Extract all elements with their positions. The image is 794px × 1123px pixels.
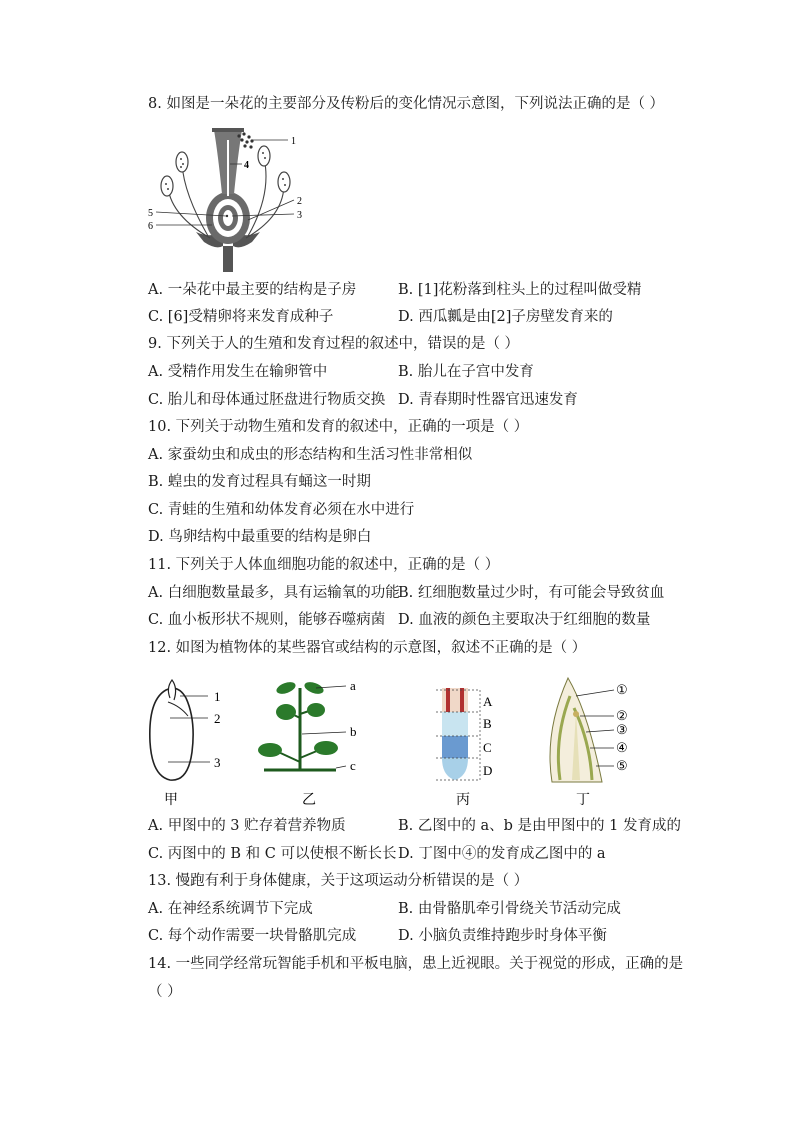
flower-diagram [148, 124, 318, 274]
root-label-A: A [483, 694, 493, 709]
seedling-label-a: a [350, 678, 356, 693]
seed-label-1: 1 [214, 689, 221, 704]
seedling-label-b: b [350, 724, 357, 739]
root-label-B: B [483, 716, 492, 731]
seed-label-2: 2 [214, 711, 221, 726]
flower-label-3: 3 [297, 210, 302, 221]
q10-option-a: A. 家蚕幼虫和成虫的形态结构和生活习性非常相似 [148, 447, 473, 463]
figure-jia-seed [150, 680, 221, 780]
q8-stem: 8. 如图是一朵花的主要部分及传粉后的变化情况示意图，下列说法正确的是（ ） [148, 96, 665, 112]
q9-option-a: A. 受精作用发生在输卵管中 [148, 364, 328, 380]
q14-stem-blank: （ ） [148, 984, 182, 1000]
flower-label-1: 1 [291, 136, 296, 147]
q8-option-b: B. [1]花粉落到柱头上的过程叫做受精 [398, 282, 642, 298]
q13-option-c: C. 每个动作需要一块骨骼肌完成 [148, 928, 357, 944]
q14-stem: 14. 一些同学经常玩智能手机和平板电脑，患上近视眼。关于视觉的形成，正确的是 [148, 956, 684, 972]
root-label-D: D [483, 763, 493, 778]
q12-stem: 12. 如图为植物体的某些器官或结构的示意图，叙述不正确的是（ ） [148, 640, 587, 656]
caption-yi: 乙 [302, 793, 316, 808]
q9-stem: 9. 下列关于人的生殖和发育过程的叙述中，错误的是（ ） [148, 336, 520, 352]
q13-option-d: D. 小脑负责维持跑步时身体平衡 [398, 928, 607, 944]
figure-yi-seedling [258, 678, 357, 773]
plant-figures [140, 672, 680, 812]
bud-label-3: ③ [616, 722, 628, 737]
q11-option-c: C. 血小板形状不规则，能够吞噬病菌 [148, 612, 386, 628]
flower-label-6: 6 [148, 221, 153, 232]
q11-option-a: A. 白细胞数量最多，具有运输氧的功能 [148, 585, 400, 601]
q12-option-c: C. 丙图中的 B 和 C 可以使根不断长长 [148, 846, 397, 862]
q10-option-c: C. 青蛙的生殖和幼体发育必须在水中进行 [148, 502, 415, 518]
caption-bing: 丙 [456, 793, 470, 808]
root-label-C: C [483, 740, 492, 755]
caption-ding: 丁 [576, 793, 590, 808]
q11-option-b: B. 红细胞数量过少时，有可能会导致贫血 [398, 585, 665, 601]
bud-label-5: ⑤ [616, 758, 628, 773]
q11-option-d: D. 血液的颜色主要取决于红细胞的数量 [398, 612, 651, 628]
q9-option-d: D. 青春期时性器官迅速发育 [398, 392, 578, 408]
flower-label-2: 2 [297, 196, 302, 207]
seed-label-3: 3 [214, 755, 221, 770]
q11-stem: 11. 下列关于人体血细胞功能的叙述中，正确的是（ ） [148, 557, 500, 573]
figure-bing-root-tip [436, 688, 493, 780]
q12-option-d: D. 丁图中④的发育成乙图中的 a [398, 846, 606, 862]
q8-option-d: D. 西瓜瓤是由[2]子房壁发育来的 [398, 309, 613, 325]
q10-stem: 10. 下列关于动物生殖和发育的叙述中，正确的一项是（ ） [148, 419, 529, 435]
flower-label-5: 5 [148, 208, 153, 219]
caption-jia: 甲 [164, 793, 178, 808]
flower-label-4: 4 [244, 160, 249, 171]
bud-label-4: ④ [616, 740, 628, 755]
q10-option-b: B. 蝗虫的发育过程具有蛹这一时期 [148, 474, 371, 490]
q8-option-a: A. 一朵花中最主要的结构是子房 [148, 282, 357, 298]
q12-option-a: A. 甲图中的 3 贮存着营养物质 [148, 818, 346, 834]
bud-label-1: ① [616, 682, 628, 697]
seedling-label-c: c [350, 758, 356, 773]
q12-option-b: B. 乙图中的 a、b 是由甲图中的 1 发育成的 [398, 818, 681, 834]
q13-option-a: A. 在神经系统调节下完成 [148, 901, 313, 917]
bud-label-2: ② [616, 708, 628, 723]
q13-option-b: B. 由骨骼肌牵引骨绕关节活动完成 [398, 901, 621, 917]
figure-ding-bud [550, 678, 628, 782]
q9-option-c: C. 胎儿和母体通过胚盘进行物质交换 [148, 392, 386, 408]
q9-option-b: B. 胎儿在子宫中发育 [398, 364, 534, 380]
q13-stem: 13. 慢跑有利于身体健康，关于这项运动分析错误的是（ ） [148, 873, 529, 889]
q8-option-c: C. [6]受精卵将来发育成种子 [148, 309, 334, 325]
q10-option-d: D. 鸟卵结构中最重要的结构是卵白 [148, 529, 372, 545]
